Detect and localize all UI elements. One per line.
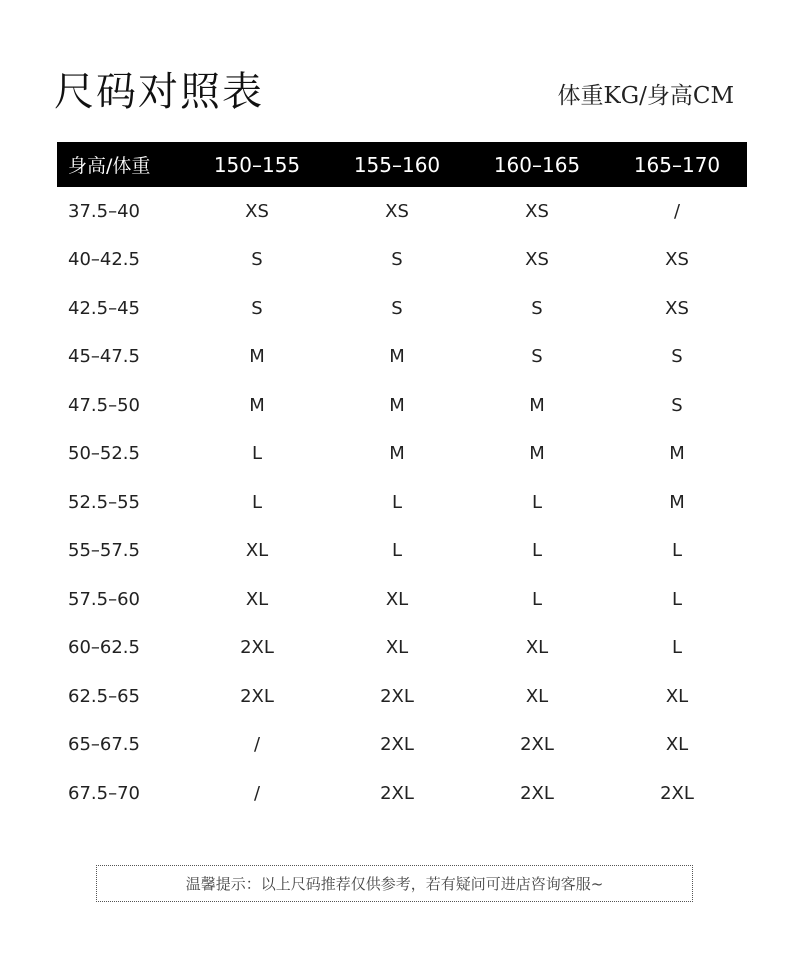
corner-header: 身高/体重 xyxy=(68,155,151,177)
size-cell: S xyxy=(671,346,683,368)
size-cell: S xyxy=(531,297,543,319)
size-cell: XL xyxy=(665,685,689,707)
size-cell: XS xyxy=(245,200,269,222)
size-cell: S xyxy=(391,297,403,319)
table-row xyxy=(57,333,747,382)
row-label: 37.5–40 xyxy=(68,200,140,222)
column-header: 160–165 xyxy=(493,152,581,177)
size-cell: XL xyxy=(245,540,269,562)
size-cell: XS xyxy=(385,200,409,222)
size-cell: XS xyxy=(665,297,689,319)
size-cell: XL xyxy=(385,588,409,610)
size-cell: S xyxy=(531,346,543,368)
row-label: 60–62.5 xyxy=(68,637,140,659)
size-cell: M xyxy=(249,394,265,416)
size-cell: M xyxy=(529,394,545,416)
row-label: 47.5–50 xyxy=(68,394,140,416)
size-cell: XS xyxy=(665,249,689,271)
size-cell: / xyxy=(253,782,261,804)
unit-label: 体重KG/身高CM xyxy=(557,83,734,109)
row-label: 42.5–45 xyxy=(68,297,140,319)
size-cell: L xyxy=(531,540,543,562)
table-row xyxy=(57,430,747,479)
table-row xyxy=(57,527,747,576)
table-row xyxy=(57,478,747,527)
size-cell: S xyxy=(391,249,403,271)
size-cell: M xyxy=(669,443,685,465)
size-cell: L xyxy=(391,540,403,562)
size-cell: XL xyxy=(385,637,409,659)
tip-box xyxy=(96,865,693,902)
row-label: 67.5–70 xyxy=(68,782,140,804)
size-cell: M xyxy=(389,346,405,368)
size-cell: XS xyxy=(525,200,549,222)
column-header: 150–155 xyxy=(213,152,301,177)
size-cell: S xyxy=(671,394,683,416)
size-cell: L xyxy=(671,540,683,562)
size-cell: XL xyxy=(525,685,549,707)
table-row xyxy=(57,381,747,430)
size-cell: 2XL xyxy=(520,734,554,756)
size-cell: L xyxy=(531,491,543,513)
row-label: 57.5–60 xyxy=(68,588,140,610)
size-cell: 2XL xyxy=(380,734,414,756)
size-cell: M xyxy=(529,443,545,465)
size-cell: L xyxy=(671,637,683,659)
size-cell: L xyxy=(671,588,683,610)
row-label: 62.5–65 xyxy=(68,685,140,707)
table-row xyxy=(57,575,747,624)
size-cell: XL xyxy=(525,637,549,659)
size-cell: L xyxy=(531,588,543,610)
size-cell: M xyxy=(389,443,405,465)
row-label: 40–42.5 xyxy=(68,249,140,271)
size-cell: 2XL xyxy=(240,685,274,707)
size-cell: XS xyxy=(525,249,549,271)
size-cell: S xyxy=(251,297,263,319)
size-cell: M xyxy=(669,491,685,513)
page-title: 尺码对照表 xyxy=(54,69,264,115)
row-label: 55–57.5 xyxy=(68,540,140,562)
size-cell: XL xyxy=(665,734,689,756)
size-cell: 2XL xyxy=(660,782,694,804)
row-label: 50–52.5 xyxy=(68,443,140,465)
table-row xyxy=(57,284,747,333)
size-cell: / xyxy=(673,200,681,222)
size-cell: S xyxy=(251,249,263,271)
table-row xyxy=(57,624,747,673)
table-row xyxy=(57,236,747,285)
table-header-row xyxy=(57,142,747,187)
table-row xyxy=(57,721,747,770)
table-row xyxy=(57,769,747,818)
row-label: 52.5–55 xyxy=(68,491,140,513)
size-cell: L xyxy=(251,491,263,513)
size-cell: M xyxy=(389,394,405,416)
size-cell: L xyxy=(391,491,403,513)
row-label: 65–67.5 xyxy=(68,734,140,756)
column-header: 155–160 xyxy=(353,152,441,177)
size-chart-table xyxy=(57,142,747,818)
tip-text: 温馨提示：以上尺码推荐仅供参考，若有疑问可进店咨询客服~ xyxy=(185,875,604,893)
size-cell: 2XL xyxy=(240,637,274,659)
column-header: 165–170 xyxy=(633,152,721,177)
table-row xyxy=(57,187,747,236)
size-cell: 2XL xyxy=(380,782,414,804)
row-label: 45–47.5 xyxy=(68,346,140,368)
size-cell: 2XL xyxy=(380,685,414,707)
table-row xyxy=(57,672,747,721)
size-cell: 2XL xyxy=(520,782,554,804)
size-cell: XL xyxy=(245,588,269,610)
size-cell: L xyxy=(251,443,263,465)
size-cell: M xyxy=(249,346,265,368)
size-cell: / xyxy=(253,734,261,756)
